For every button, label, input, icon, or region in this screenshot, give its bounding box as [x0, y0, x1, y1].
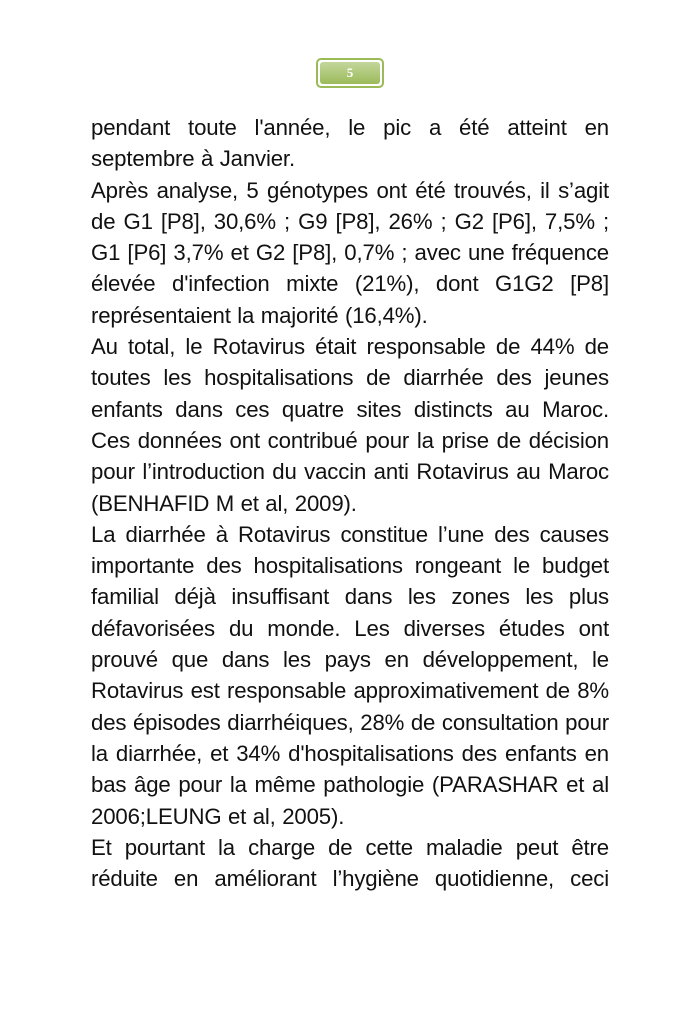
- paragraph-2: Après analyse, 5 génotypes ont été trouvés, il s’agit de G1 [P8], 30,6% ; G9 [P8], 26% ; G2 [P6], 7,5% ; G1 [P6] 3,7% et G2 [P8], 0,7% ; avec une fréquence élevée d'infection mixte (21%), dont G1G2 [P8] représentaient la majorité (16,4%).: [91, 177, 609, 328]
- paragraph-3: Au total, le Rotavirus était responsable de 44% de toutes les hospitalisations de diarrhée des jeunes enfants dans ces quatre sites distincts au Maroc. Ces données ont contribué pour la prise de décision pour l’introduction du vaccin anti Rotavirus au Maroc (BENHAFID M et al, 2009).: [91, 334, 609, 516]
- paragraph-5: Et pourtant la charge de cette maladie peut être réduite en améliorant l’hygiène quotidienne, ceci: [91, 834, 609, 892]
- paragraph-1: pendant toute l'année, le pic a été atteint en septembre à Janvier.: [91, 115, 609, 172]
- page-number-badge: [316, 58, 384, 88]
- paragraph-4: La diarrhée à Rotavirus constitue l’une des causes importante des hospitalisations rongeant le budget familial déjà insuffisant dans les zones les plus défavorisées du monde. Les diverses études ont prouvé que dans les pays en développement, le Rotavirus est responsable approximativement de 8% des épisodes diarrhéiques, 28% de consultation pour la diarrhée, et 34% d'hospitalisations des enfants en bas âge pour la même pathologie (PARASHAR et al 2006;LEUNG et al, 2005).: [91, 521, 609, 829]
- body-text: [91, 112, 609, 894]
- page-number: 5: [320, 62, 380, 84]
